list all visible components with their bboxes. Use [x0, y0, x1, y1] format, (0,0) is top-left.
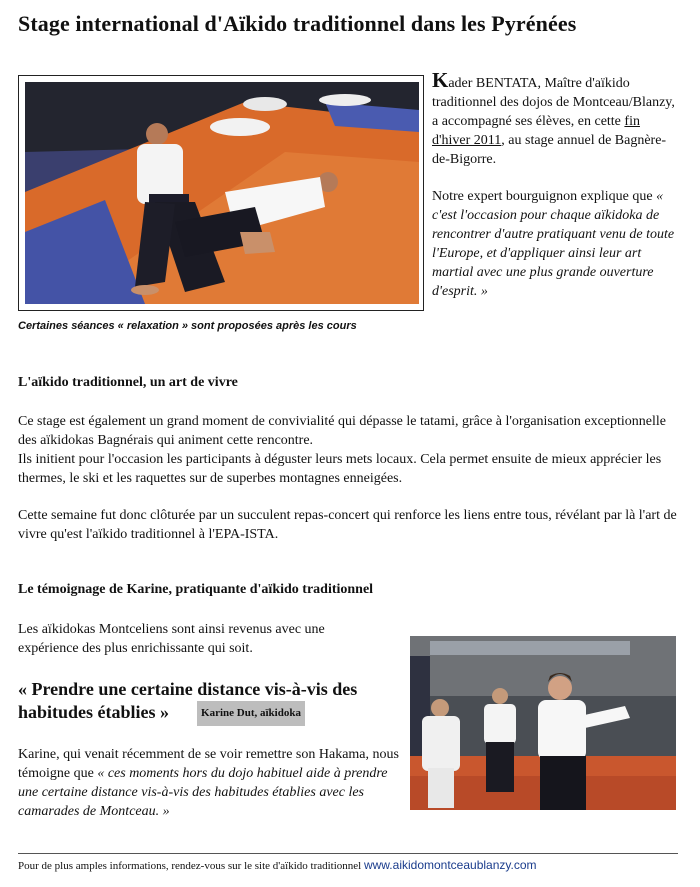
intro-column — [432, 68, 676, 301]
photo-caption: Certaines séances « relaxation » sont proposées après les cours — [18, 320, 357, 332]
testimony-quote: « ces moments hors du dojo habituel aide à prendre une certaine distance vis-à-vis des habitudes établies avec les camarades de Montceau. » — [18, 766, 388, 819]
article-photo-frame — [18, 75, 424, 311]
expert-paragraph — [432, 187, 676, 301]
section1-paragraph-1: Ce stage est également un grand moment de convivialité qui dépasse le tatami, grâce à l'organisation exceptionnelle des aïkidokas Bagnérais qui animent cette rencontre. — [18, 414, 666, 448]
section-heading-temoignage: Le témoignage de Karine, pratiquante d'aïkido traditionnel — [18, 582, 374, 597]
section1-paragraph-2: Ils initient pour l'occasion les participants à déguster leurs mets locaux. Cela permet ensuite de mieux apprécier les thermes, le ski et les raquettes sur de superbes montagnes enneigées. — [18, 452, 662, 486]
pull-quote — [18, 678, 408, 726]
aikido-relaxation-photo — [25, 82, 419, 304]
drop-cap: K — [432, 68, 449, 92]
section-heading-art-de-vivre: L'aïkido traditionnel, un art de vivre — [18, 375, 238, 390]
page-title: Stage international d'Aïkido traditionnel dans les Pyrénées — [18, 11, 577, 36]
section2-intro: Les aïkidokas Montceliens sont ainsi revenus avec une expérience des plus enrichissante qui soit. — [18, 622, 325, 656]
intro-text-start: ader BENTATA, Maître d'aïkido traditionnel des dojos de Montceau/Blanzy, a accompagné ses élèves, en cette — [432, 76, 675, 129]
section1-body — [18, 412, 678, 544]
website-link[interactable]: www.aikidomontceaublanzy.com — [363, 858, 537, 872]
expert-text: Notre expert bourguignon explique que — [432, 189, 657, 204]
footer-note — [18, 858, 537, 872]
footer-text: Pour de plus amples informations, rendez-vous sur le site d'aïkido traditionnel — [18, 860, 364, 872]
author-badge: Karine Dut, aïkidoka — [197, 701, 305, 726]
testimony-text: Karine, qui venait récemment de se voir remettre son Hakama, nous témoigne que — [18, 747, 399, 781]
section1-paragraph-3: Cette semaine fut donc clôturée par un succulent repas-concert qui renforce les liens entre tous, révélant par là l'art de vivre qu'est l'aïkido traditionnel à l'EPA-ISTA. — [18, 508, 677, 542]
section2-testimony — [18, 745, 406, 821]
footer-divider — [18, 853, 678, 854]
karine-photo — [410, 636, 676, 810]
pull-quote-text: « Prendre une certaine distance vis-à-vis des habitudes établies » — [18, 679, 358, 722]
intro-text-end: , au stage annuel de Bagnère-de-Bigorre. — [432, 133, 667, 167]
expert-quote: « c'est l'occasion pour chaque aïkidoka de rencontrer d'autre pratiquant venu de toute l'Europe, et d'appliquer ainsi leur art martial avec une plus grande ouverture d'esprit. » — [432, 189, 675, 299]
winter-link[interactable]: fin d'hiver 2011 — [432, 114, 640, 148]
intro-paragraph — [432, 68, 676, 169]
